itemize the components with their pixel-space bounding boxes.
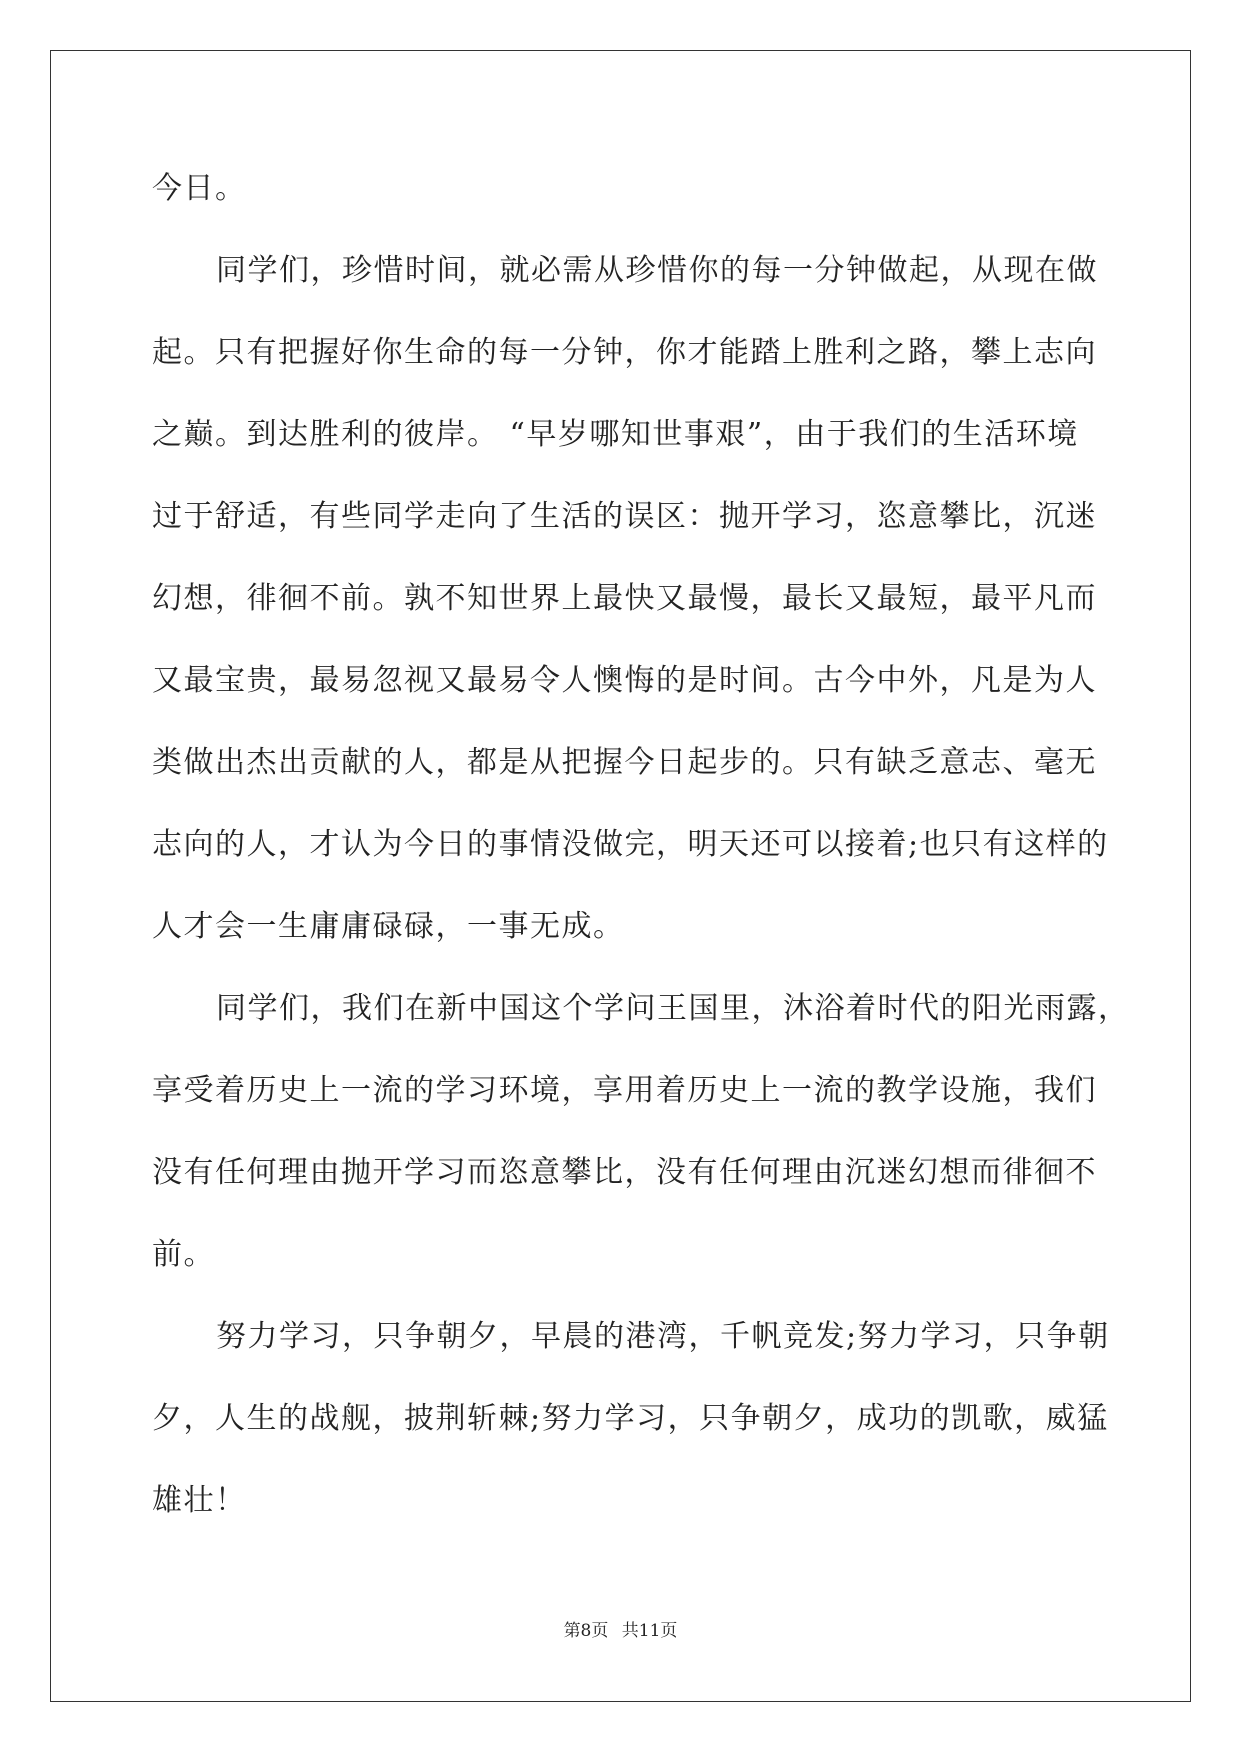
document-body — [152, 148, 1130, 1542]
paragraph-start-line: 同学们，珍惜时间，就必需从珍惜你的每一分钟做起，从现在做 — [216, 253, 1098, 288]
page-footer — [0, 1616, 1241, 1641]
text-line: 幻想，徘徊不前。孰不知世界上最快又最慢，最长又最短，最平凡而 — [152, 581, 1097, 616]
total-pages: 共11页 — [621, 1621, 678, 1641]
paragraph-start-line: 同学们，我们在新中国这个学问王国里，沐浴着时代的阳光雨露， — [216, 991, 1130, 1026]
text-line: 雄壮！ — [152, 1483, 247, 1518]
text-line: 前。 — [152, 1237, 215, 1272]
text-line: 起。只有把握好你生命的每一分钟，你才能踏上胜利之路，攀上志向 — [152, 335, 1097, 370]
text-line: 过于舒适，有些同学走向了生活的误区：抛开学习，恣意攀比，沉迷 — [152, 499, 1097, 534]
text-line: 人才会一生庸庸碌碌，一事无成。 — [152, 909, 625, 944]
text-line: 志向的人，才认为今日的事情没做完，明天还可以接着;也只有这样的 — [152, 827, 1109, 862]
text-line: 今日。 — [152, 171, 247, 206]
paragraph-start-line: 努力学习，只争朝夕，早晨的港湾，千帆竞发;努力学习，只争朝 — [216, 1319, 1110, 1354]
text-line: 类做出杰出贡献的人，都是从把握今日起步的。只有缺乏意志、毫无 — [152, 745, 1097, 780]
text-line: 夕，人生的战舰，披荆斩棘;努力学习，只争朝夕，成功的凯歌，威猛 — [152, 1401, 1109, 1436]
page-number: 第8页 — [563, 1621, 609, 1641]
text-line: 没有任何理由抛开学习而恣意攀比，没有任何理由沉迷幻想而徘徊不 — [152, 1155, 1097, 1190]
text-line: 之巅。到达胜利的彼岸。 “早岁哪知世事艰”，由于我们的生活环境 — [152, 417, 1079, 452]
text-line: 享受着历史上一流的学习环境，享用着历史上一流的教学设施，我们 — [152, 1073, 1097, 1108]
text-line: 又最宝贵，最易忽视又最易令人懊悔的是时间。古今中外，凡是为人 — [152, 663, 1097, 698]
